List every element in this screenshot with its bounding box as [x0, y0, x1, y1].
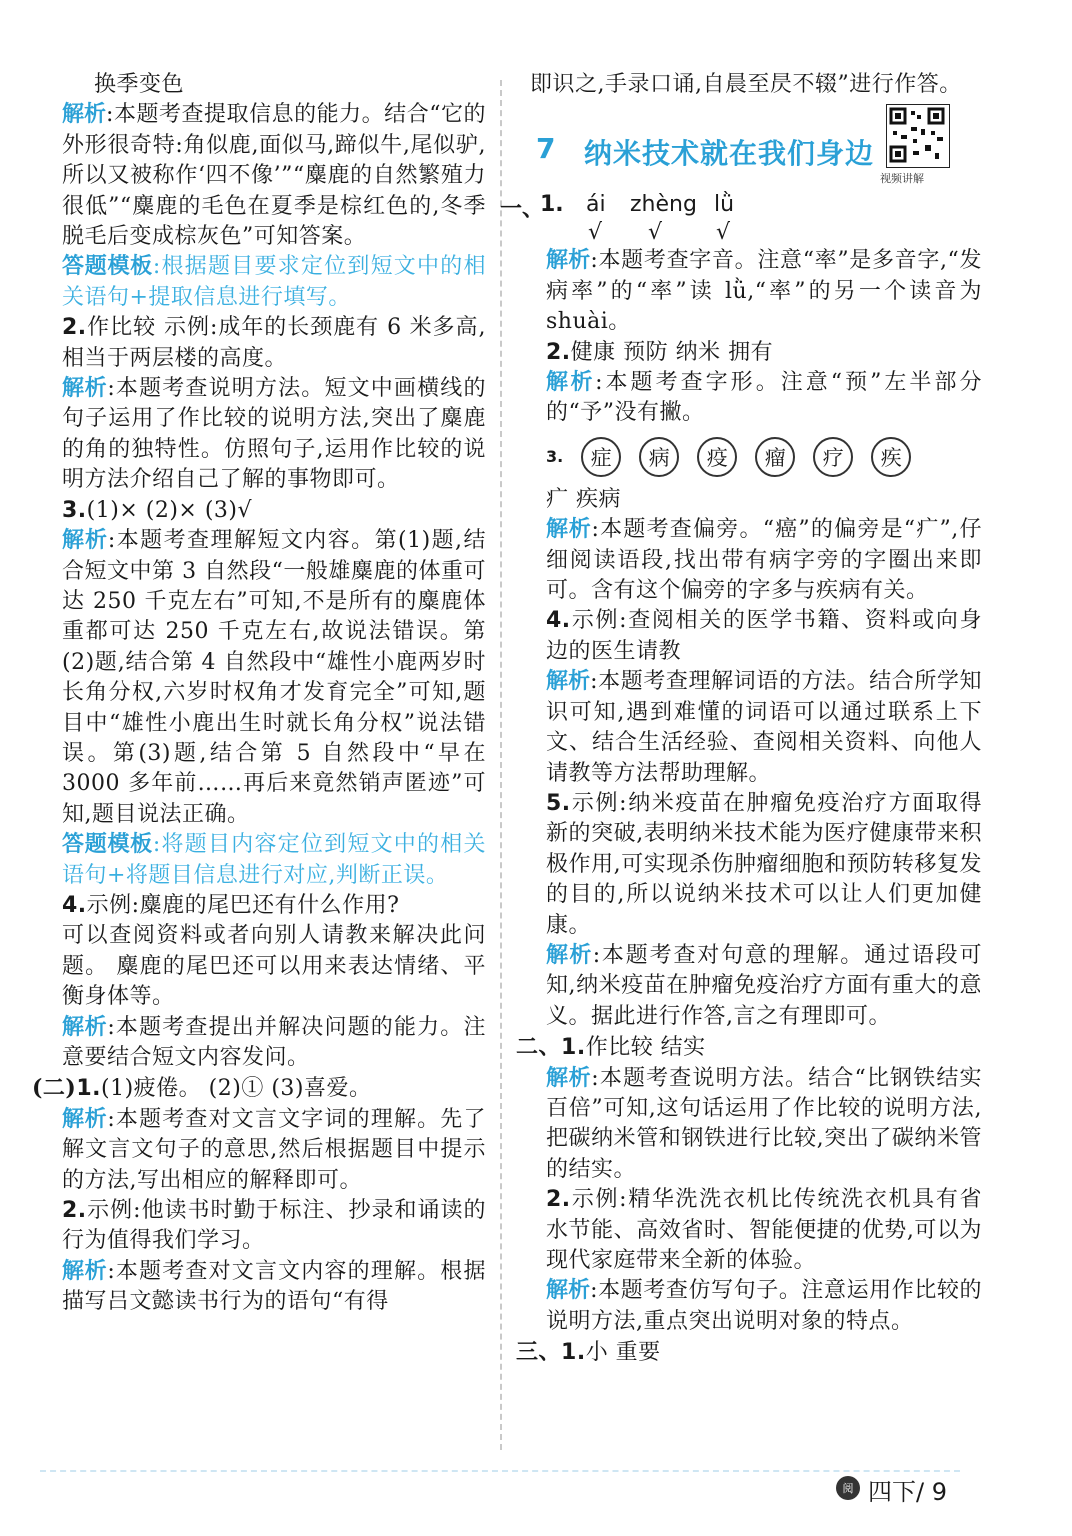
qr-caption: 视频讲解	[880, 172, 924, 186]
answer-template-text: :将题目内容定位到短文中的相关语句+将题目信息进行对应,判断正误。	[62, 832, 486, 888]
question-number: 4.	[62, 892, 87, 918]
analysis-label: 解析	[546, 1065, 592, 1091]
analysis-text: :本题考查说明方法。短文中画横线的句子运用了作比较的说明方法,突出了麋鹿的角的独特性。仿照句子,运用作比较的说明方法介绍自己了解的事物即可。	[62, 376, 486, 493]
footer-rule	[40, 1470, 960, 1472]
answer-text: 健康 预防 纳米 拥有	[570, 339, 774, 365]
lesson-title-text: 纳米技术就在我们身边	[584, 137, 875, 171]
pinyin-2: zhèng	[630, 192, 697, 218]
question-number: 1.	[76, 1076, 101, 1102]
analysis-text: :本题考查偏旁。“癌”的偏旁是“疒”,仔细阅读语段,找出带有病字旁的字圈出来即可。含有这个偏旁的字多与疾病有关。	[546, 517, 982, 604]
answer-text: 示例:查阅相关的医学书籍、资料或向身边的医生请教	[546, 608, 982, 664]
check-mark: √	[588, 220, 603, 246]
analysis-label: 解析	[62, 1258, 108, 1284]
question-number: 3.	[62, 497, 87, 523]
analysis-text: :本题考查提取信息的能力。结合“它的外形很奇特:角似鹿,面似马,蹄似牛,尾似驴,所以又被称作‘四不像’”“麋鹿的自然繁殖力很低”“麋鹿的毛色在夏季是棕红色的,冬季脱毛后变成棕灰色”可知答案。	[62, 102, 486, 250]
analysis-label: 解析	[62, 1014, 108, 1040]
answer-text: 即识之,手录口诵,自晨至昃不辍”进行作答。	[530, 72, 962, 97]
section-heading: (二)	[32, 1075, 77, 1102]
circled-character: 疗	[813, 437, 853, 477]
brand-badge-icon: 阅	[836, 1476, 860, 1500]
question-number: 2.	[546, 339, 571, 365]
circled-characters	[530, 433, 982, 481]
analysis-label: 解析	[62, 376, 108, 402]
answer-text: 示例:麋鹿的尾巴还有什么作用?	[86, 892, 400, 918]
answer-text: 作比较 结实	[585, 1035, 706, 1061]
check-mark: √	[716, 220, 731, 246]
answer-text: 疒 疾病	[546, 486, 621, 512]
answer-text: 小 重要	[585, 1340, 661, 1366]
circled-character: 疾	[871, 437, 911, 477]
question-number: 4.	[546, 608, 571, 634]
answer-text: 可以查阅资料或者向别人请教来解决此问题。 麋鹿的尾巴还可以用来表达情绪、平衡身体等。	[62, 923, 486, 1010]
analysis-text: :本题考查字形。注意“预”左半部分的“予”没有撇。	[546, 370, 982, 426]
analysis-label: 解析	[546, 517, 592, 543]
analysis-label: 解析	[62, 528, 108, 554]
pinyin-answer-row	[500, 190, 982, 246]
analysis-label: 解析	[546, 942, 593, 968]
check-mark: √	[648, 220, 663, 246]
analysis-text: :本题考查提出并解决问题的能力。注意要结合短文内容发问。	[62, 1014, 486, 1070]
answer-template-label: 答题模板	[62, 832, 153, 858]
lesson-number: 7	[536, 132, 556, 166]
question-number: 3.	[546, 447, 564, 467]
qr-code-icon[interactable]	[886, 104, 950, 168]
answer-text: 示例:纳米疫苗在肿瘤免疫治疗方面取得新的突破,表明纳米技术能为医疗健康带来积极作用,可实现杀伤肿瘤细胞和预防转移复发的目的,所以说纳米技术可以让人们更加健康。	[546, 790, 982, 938]
page-number: 四下/ 9	[868, 1478, 947, 1506]
answer-template-label: 答题模板	[62, 254, 153, 280]
analysis-text: :本题考查仿写句子。注意运用作比较的说明方法,重点突出说明对象的特点。	[546, 1278, 982, 1334]
analysis-label: 解析	[62, 102, 107, 128]
question-number: 2.	[546, 1187, 571, 1213]
analysis-label: 解析	[62, 1106, 108, 1132]
question-number: 2.	[62, 1198, 87, 1224]
left-column	[32, 70, 486, 1318]
column-divider	[500, 80, 502, 1450]
analysis-text: :本题考查理解词语的方法。结合所学知识可知,遇到难懂的词语可以通过联系上下文、结合生活经验、查阅相关资料、向他人请教等方法帮助理解。	[546, 669, 982, 786]
analysis-label: 解析	[546, 248, 591, 274]
analysis-text: :本题考查字音。注意“率”是多音字,“发病率”的“率”读 lǜ,“率”的另一个读音为 shuài。	[546, 248, 982, 335]
circled-character: 瘤	[755, 437, 795, 477]
answer-template-text: :根据题目要求定位到短文中的相关语句+提取信息进行填写。	[62, 254, 486, 310]
analysis-label: 解析	[546, 669, 591, 695]
question-number: 1.	[540, 192, 564, 218]
answer-text: (1)疲倦。 (2)① (3)喜爱。	[101, 1076, 372, 1102]
analysis-text: :本题考查说明方法。结合“比钢铁结实百倍”可知,这句话运用了作比较的说明方法,把碳纳米管和钢铁进行比较,突出了碳纳米管的结实。	[546, 1065, 982, 1182]
lesson-title	[530, 110, 982, 186]
answer-text: (1)× (2)× (3)√	[86, 497, 253, 523]
analysis-text: :本题考查对句意的理解。通过语段可知,纳米疫苗在肿瘤免疫治疗方面有重大的意义。据此进行作答,言之有理即可。	[546, 942, 982, 1029]
section-heading: 一、	[500, 196, 545, 223]
section-heading: 三、	[516, 1339, 562, 1366]
section-heading: 二、	[516, 1034, 562, 1061]
answer-text: 示例:精华洗洗衣机比传统洗衣机具有省水节能、高效省时、智能便捷的优势,可以为现代家庭带来全新的体验。	[546, 1187, 982, 1273]
question-number: 2.	[62, 315, 87, 341]
right-column	[500, 70, 982, 1369]
pinyin-3: lǜ	[714, 192, 735, 218]
answer-text: 示例:他读书时勤于标注、抄录和诵读的行为值得我们学习。	[62, 1198, 486, 1254]
question-number: 1.	[561, 1035, 586, 1061]
answer-line: 换季变色	[94, 72, 185, 97]
answer-text: 作比较 示例:成年的长颈鹿有 6 米多高,相当于两层楼的高度。	[62, 315, 486, 371]
circled-character: 症	[581, 437, 621, 477]
circled-character: 疫	[697, 437, 737, 477]
analysis-text: :本题考查理解短文内容。第(1)题,结合短文中第 3 自然段“一般雄麋鹿的体重可达 250 千克左右”可知,不是所有的麋鹿体重都可达 250 千克左右,故说法错误。第(2)题,结合第 4 自然段中“雄性小鹿两岁时长角分权,六岁时权角才发育完全”可知,题目中“雄性小鹿出生时就长角分权”说法错误。第(3)题,结合第 5 自然段中“早在 3000 多年前……再后来竟然销声匿迹”可知,题目说法正确。	[62, 528, 486, 827]
circled-character: 病	[639, 437, 679, 477]
analysis-label: 解析	[546, 370, 596, 396]
pinyin-1: ái	[586, 192, 606, 218]
analysis-label: 解析	[546, 1278, 591, 1304]
question-number: 5.	[546, 790, 571, 816]
analysis-text: :本题考查对文言文内容的理解。根据描写吕文懿读书行为的语句“有得	[62, 1258, 486, 1315]
analysis-text: :本题考查对文言文字词的理解。先了解文言文句子的意思,然后根据题目中提示的方法,写出相应的解释即可。	[62, 1106, 486, 1193]
question-number: 1.	[561, 1340, 586, 1366]
